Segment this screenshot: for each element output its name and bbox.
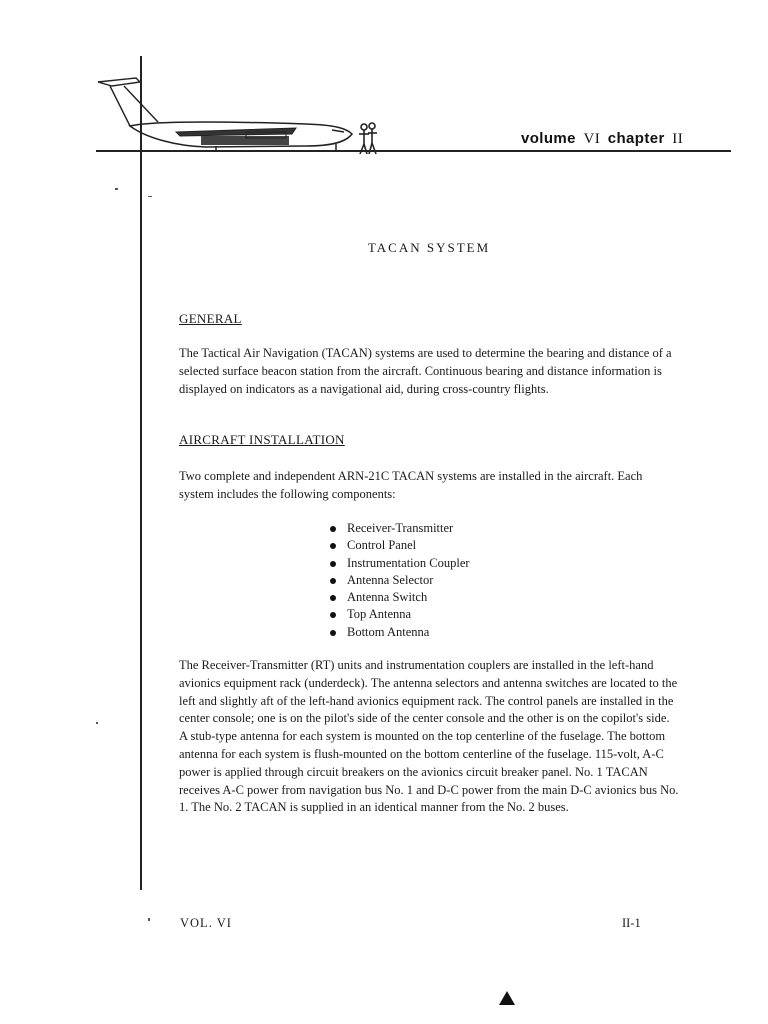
installation-details-paragraph: The Receiver-Transmitter (RT) units and instrumentation couplers are installed in the left-hand avionics equipment rack (underdeck). The antenna selectors and antenna switches are located to the left and slightly aft of the left-hand avionics equipment rack. The control panels are installed in the center console; one is on the pilot's side of the center console and the other is on the copilot's side. A stub-type antenna for each system is mounted on the top centerline of the fuselage. The bottom antenna for each system is flush-mounted on the bottom centerline of the fuselage. 115-volt, A-C power is applied through circuit breakers on the avionics circuit breaker panel. No. 1 TACAN receives A-C power from navigation bus No. 1 and D-C power from the main D-C avionics bus No. 1. The No. 2 TACAN is supplied in an identical manner from the No. 2 buses. [179, 658, 679, 815]
margin-rule [140, 56, 142, 890]
list-item: Control Panel [328, 537, 470, 554]
list-item: Bottom Antenna [328, 624, 470, 641]
scan-speck [96, 722, 98, 724]
section-heading-general: GENERAL [179, 311, 242, 326]
components-list [328, 520, 470, 641]
running-head-chapter-label: chapter [607, 130, 665, 147]
running-head-volume-number: VI [583, 131, 601, 147]
document-title: TACAN SYSTEM [367, 240, 491, 255]
installation-intro-paragraph: Two complete and independent ARN-21C TACAN systems are installed in the aircraft. Each system includes the following components: [179, 469, 643, 501]
general-paragraph: The Tactical Air Navigation (TACAN) systems are used to determine the bearing and distance of a selected surface beacon station from the aircraft. Continuous bearing and distance information is displayed on indicators as a navigational aid, during cross-country flights. [179, 346, 672, 396]
list-item: Antenna Switch [328, 589, 470, 606]
header-rule [96, 150, 731, 152]
list-item: Antenna Selector [328, 572, 470, 589]
scan-speck [148, 196, 152, 197]
section-heading-aircraft-installation: AIRCRAFT INSTALLATION [179, 432, 345, 447]
list-item: Top Antenna [328, 606, 470, 623]
scan-speck [148, 918, 150, 921]
list-item: Receiver-Transmitter [328, 520, 470, 537]
running-head [521, 130, 686, 148]
running-head-chapter-number: II [672, 131, 684, 147]
footer-volume: VOL. VI [180, 916, 232, 930]
running-head-volume-label: volume [521, 130, 576, 147]
list-item: Instrumentation Coupler [328, 555, 470, 572]
triangle-mark-icon [498, 990, 516, 1006]
page-number: II-1 [622, 916, 641, 930]
scan-speck [115, 188, 118, 190]
